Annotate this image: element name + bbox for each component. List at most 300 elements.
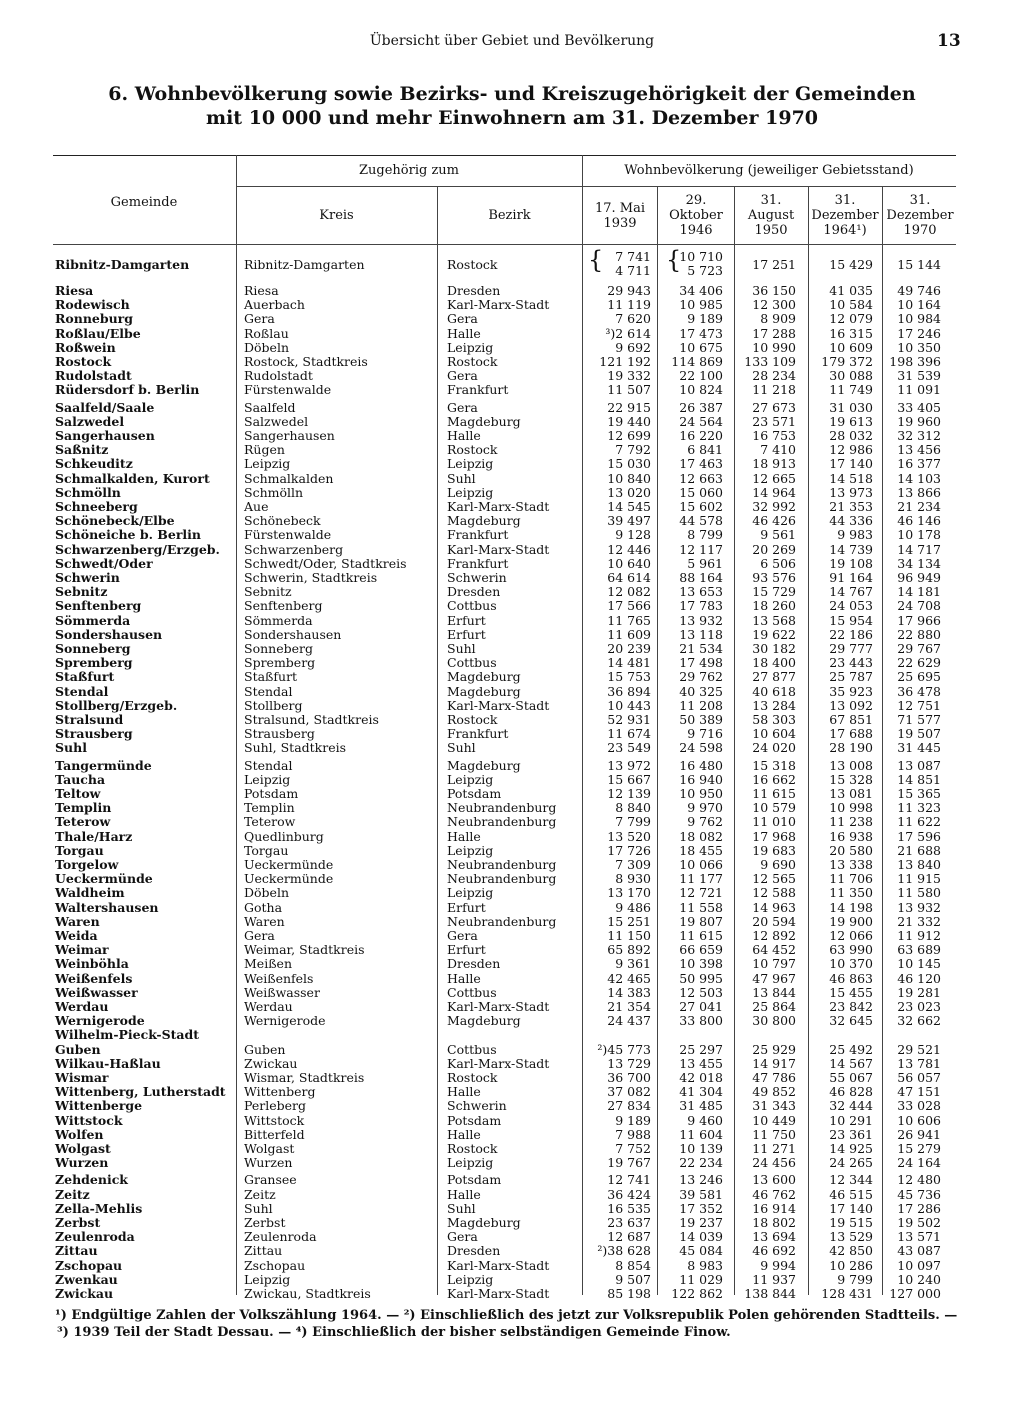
table-row [0,986,1024,1000]
value-1946: 14 039 [679,1229,723,1245]
gemeinde-cell: Werdau [55,999,109,1014]
kreis-cell: Torgau [244,842,289,858]
table-row [0,1287,1024,1301]
value-1964: 12 344 [829,1172,873,1188]
value-1970: 13 781 [897,1055,941,1071]
value-1950: 133 109 [744,354,796,369]
value-1950: 46 426 [752,513,796,529]
value-1970: 19 507 [897,726,941,742]
kreis-cell: Wernigerode [244,1013,326,1029]
value-1950: 18 400 [752,655,796,671]
gemeinde-cell: Roßlau/Elbe [55,325,141,341]
value-1946: 15 060 [679,484,723,500]
header-bezirk: Bezirk [488,208,531,223]
value-1970: 15 144 [897,257,941,272]
table-row [0,284,1024,298]
bezirk-cell: Karl-Marx-Stadt [447,1286,550,1301]
value-1939: 4 711 [615,263,651,278]
value-1950: 20 594 [752,913,796,929]
table-row [0,858,1024,872]
value-1970: 13 932 [897,899,941,915]
value-1970: 31 539 [897,368,941,384]
gemeinde-cell: Saßnitz [55,442,109,458]
footnotes [55,1307,965,1341]
value-1946: 9 970 [687,800,723,816]
kreis-cell: Fürstenwalde [244,527,332,543]
table-row [0,773,1024,787]
kreis-cell: Strausberg [244,726,315,742]
value-1970: 71 577 [897,712,941,727]
table-row [0,1028,1024,1042]
table-row [0,557,1024,571]
kreis-cell: Suhl, Stadtkreis [244,740,347,756]
value-1946: 10 985 [679,297,723,313]
table-row [0,528,1024,542]
value-1950: 15 729 [752,584,796,600]
value-1939: 23 637 [607,1215,651,1230]
value-1964: 15 455 [829,984,873,1000]
table-row [0,1230,1024,1244]
value-1950: 10 449 [752,1112,796,1128]
value-1946: 19 237 [679,1215,723,1230]
value-1939: 15 030 [607,456,651,472]
kreis-cell: Quedlinburg [244,828,324,844]
value-1950: 14 963 [752,899,796,915]
value-1970: 12 751 [897,697,941,713]
bezirk-cell: Halle [447,1186,481,1202]
kreis-cell: Wolgast [244,1141,295,1156]
gemeinde-cell: Waldheim [55,885,125,901]
table-row [0,298,1024,312]
value-1970: 12 480 [897,1172,941,1188]
value-1946: 9 460 [687,1112,723,1128]
header-gemeinde: Gemeinde [110,195,178,210]
kreis-cell: Leipzig [244,1271,291,1287]
value-1950: 47 786 [752,1070,796,1085]
table-row [0,472,1024,486]
value-1970: 24 708 [897,598,941,614]
value-1964: 24 265 [829,1155,873,1171]
value-1970: 10 097 [897,1257,941,1273]
value-1950: 10 604 [752,726,796,742]
value-1970: 15 279 [897,1141,941,1156]
kreis-cell: Bitterfeld [244,1126,305,1142]
value-1950: 23 571 [752,413,796,429]
value-1946: 27 041 [679,999,723,1014]
value-1946: 13 246 [679,1172,723,1188]
bezirk-cell: Karl-Marx-Stadt [447,541,550,557]
bezirk-cell: Halle [447,428,481,443]
gemeinde-cell: Saalfeld/Saale [55,399,155,415]
value-1950: 64 452 [752,942,796,958]
value-1970: 10 145 [897,956,941,972]
value-1939: ³)2 614 [605,325,651,341]
gemeinde-cell: Schwedt/Oder [55,555,153,571]
value-1970: 13 866 [897,484,941,500]
kreis-cell: Senftenberg [244,598,323,614]
bezirk-cell: Karl-Marx-Stadt [447,499,550,514]
gemeinde-cell: Zschopau [55,1257,123,1273]
value-1970: 46 146 [897,513,941,529]
value-1964: 19 613 [829,413,873,429]
kreis-cell: Meißen [244,956,292,972]
value-1946: 17 352 [679,1200,723,1216]
value-1950: 11 271 [752,1141,796,1156]
bezirk-cell: Dresden [447,584,501,600]
bezirk-cell: Gera [447,1229,478,1245]
value-1970: 33 028 [897,1098,941,1114]
gemeinde-cell: Sangerhausen [55,428,155,443]
value-1970: 11 915 [897,871,941,887]
value-1964: 16 315 [829,325,873,341]
kreis-cell: Potsdam [244,786,299,801]
value-1970: 49 746 [897,283,941,298]
value-1946: 13 932 [679,612,723,628]
value-1964: 63 990 [829,942,873,958]
kreis-cell: Schönebeck [244,513,321,529]
value-1964: 15 954 [829,612,873,628]
value-1950: 31 343 [752,1098,796,1114]
bezirk-cell: Suhl [447,740,476,756]
gemeinde-cell: Wilkau-Haßlau [55,1055,161,1071]
value-1939: 13 170 [607,885,651,901]
value-1970: 13 087 [897,757,941,773]
value-1946: 10 950 [679,786,723,801]
table-row [0,1043,1024,1057]
kreis-cell: Leipzig [244,771,291,787]
value-1946: 25 297 [679,1041,723,1057]
bezirk-cell: Erfurt [447,612,486,628]
value-1970: 21 234 [897,499,941,514]
value-1964: 13 338 [829,857,873,872]
value-1939: 10 840 [607,470,651,486]
value-1964: 128 431 [821,1286,873,1301]
bezirk-cell: Rostock [447,442,498,458]
table-row [0,1202,1024,1216]
table-row [0,699,1024,713]
value-1939: 8 930 [615,871,651,887]
gemeinde-cell: Wolfen [55,1126,104,1142]
table-row [0,514,1024,528]
kreis-cell: Zschopau [244,1257,306,1273]
value-1950: 24 020 [752,740,796,756]
gemeinde-cell: Weißwasser [55,984,138,1000]
table-row [0,656,1024,670]
bezirk-cell: Leipzig [447,339,494,355]
bezirk-cell: Leipzig [447,842,494,858]
value-1946: 17 783 [679,598,723,614]
kreis-cell: Stollberg [244,697,303,713]
gemeinde-cell: Wittenberge [55,1098,143,1114]
bezirk-cell: Potsdam [447,786,502,801]
table-row [0,1173,1024,1187]
value-1950: 93 576 [752,570,796,585]
kreis-cell: Saalfeld [244,399,296,415]
value-1964: 23 361 [829,1126,873,1142]
value-1946: 39 581 [679,1186,723,1202]
gemeinde-cell: Wittenberg, Lutherstadt [55,1084,226,1100]
value-1939: 12 687 [607,1229,651,1245]
gemeinde-cell: Taucha [55,771,106,787]
table-row [0,759,1024,773]
kreis-cell: Schmölln [244,484,304,500]
bezirk-cell: Rostock [447,1070,498,1085]
bezirk-cell: Neubrandenburg [447,913,557,929]
value-1939: 21 354 [607,999,651,1014]
kreis-cell: Staßfurt [244,669,298,685]
table-row [0,571,1024,585]
value-1970: 11 622 [897,814,941,830]
bezirk-cell: Halle [447,828,481,844]
bezirk-cell: Suhl [447,641,476,656]
value-1970: 10 606 [897,1112,941,1128]
gemeinde-cell: Wismar [55,1070,109,1085]
kreis-cell: Gera [244,311,275,327]
gemeinde-cell: Torgelow [55,857,119,872]
value-1939: 65 892 [607,942,651,958]
value-1964: 42 850 [829,1243,873,1259]
bezirk-cell: Suhl [447,1200,476,1216]
gemeinde-cell: Zwickau [55,1286,114,1301]
value-1946: 10 710 [679,249,723,264]
value-1964: 32 645 [829,1013,873,1029]
table-row [0,1259,1024,1273]
table-row [0,801,1024,815]
bezirk-cell: Dresden [447,956,501,972]
value-1939: 7 799 [615,814,651,830]
bezirk-cell: Halle [447,970,481,986]
value-1964: 17 140 [829,456,873,472]
value-1970: 13 840 [897,857,941,872]
kreis-cell: Zeitz [244,1186,276,1202]
kreis-cell: Wittstock [244,1112,305,1128]
header-1970: 31. Dezember 1970 [886,193,954,238]
value-1946: 9 189 [687,311,723,327]
header-zugehoerig: Zugehörig zum [359,163,459,178]
table-row [0,972,1024,986]
value-1939: 19 767 [607,1155,651,1171]
value-1970: 198 396 [889,354,941,369]
table-row [0,1244,1024,1258]
value-1970: 33 405 [897,399,941,415]
bezirk-cell: Karl-Marx-Stadt [447,1257,550,1273]
value-1939: 7 752 [615,1141,651,1156]
value-1970: 56 057 [897,1070,941,1085]
bezirk-cell: Neubrandenburg [447,871,557,887]
table-row [0,943,1024,957]
kreis-cell: Zittau [244,1243,283,1259]
header-1939: 17. Mai 1939 [594,201,646,231]
kreis-cell: Perleberg [244,1098,306,1114]
value-1946: 22 234 [679,1155,723,1171]
bezirk-cell: Magdeburg [447,683,521,699]
value-1939: 85 198 [607,1286,651,1301]
table-row [0,915,1024,929]
value-1964: 12 079 [829,311,873,327]
gemeinde-cell: Wilhelm-Pieck-Stadt [55,1027,199,1043]
gemeinde-cell: Torgau [55,842,104,858]
kreis-cell: Sondershausen [244,626,342,642]
value-1946: 18 455 [679,842,723,858]
footnote-1: ¹) Endgültige Zahlen der Volkszählung 1964. — ²) Einschließlich des jetzt zur Volksrepublik Polen gehörenden Stadtteils. — [55,1308,958,1323]
bezirk-cell: Dresden [447,283,501,298]
gemeinde-cell: Zittau [55,1243,98,1259]
kreis-cell: Aue [244,499,269,514]
kreis-cell: Gera [244,928,275,943]
value-1964: 32 444 [829,1098,873,1114]
table-row [0,1216,1024,1230]
value-1970: 10 984 [897,311,941,327]
gemeinde-cell: Senftenberg [55,598,142,614]
gemeinde-cell: Teltow [55,786,101,801]
bezirk-cell: Gera [447,399,478,415]
value-1939: 39 497 [607,513,651,529]
bezirk-cell: Erfurt [447,626,486,642]
bezirk-cell: Dresden [447,1243,501,1259]
bezirk-cell: Frankfurt [447,527,509,543]
value-1939: 29 943 [607,283,651,298]
gemeinde-cell: Schwarzenberg/Erzgeb. [55,541,220,557]
value-1939: 15 251 [607,913,651,929]
value-1970: 14 181 [897,584,941,600]
bezirk-cell: Erfurt [447,899,486,915]
value-1939: 7 741 [615,249,651,264]
table-row [0,1071,1024,1085]
value-1950: 30 800 [752,1013,796,1029]
kreis-cell: Rudolstadt [244,368,313,384]
value-1946: 8 799 [687,527,723,543]
value-1970: 43 087 [897,1243,941,1259]
value-1964: 25 492 [829,1041,873,1057]
value-1946: 44 578 [679,513,723,529]
value-1939: 13 729 [607,1055,651,1071]
table-row [0,642,1024,656]
kreis-cell: Waren [244,913,285,929]
value-1950: 10 579 [752,800,796,816]
value-1946: 17 463 [679,456,723,472]
value-1950: 32 992 [752,499,796,514]
value-1970: 14 851 [897,771,941,787]
value-1946: 8 983 [687,1257,723,1273]
value-1939: 13 520 [607,828,651,844]
table-row [0,830,1024,844]
value-1970: 14 717 [897,541,941,557]
bezirk-cell: Karl-Marx-Stadt [447,999,550,1014]
value-1946: 12 721 [679,885,723,901]
bezirk-cell: Halle [447,325,481,341]
value-1970: 19 281 [897,984,941,1000]
value-1964: 41 035 [829,283,873,298]
value-1950: 25 864 [752,999,796,1014]
gemeinde-cell: Zella-Mehlis [55,1200,143,1216]
value-1939: 12 699 [607,428,651,443]
gemeinde-cell: Rüdersdorf b. Berlin [55,382,200,398]
gemeinde-cell: Waren [55,913,100,929]
value-1970: 21 332 [897,913,941,929]
value-1950: 46 762 [752,1186,796,1202]
gemeinde-cell: Schönebeck/Elbe [55,513,175,529]
kreis-cell: Ueckermünde [244,871,334,887]
header-1950: 31. August 1950 [747,193,795,238]
value-1946: 13 653 [679,584,723,600]
gemeinde-cell: Suhl [55,740,87,756]
value-1946: 10 066 [679,857,723,872]
gemeinde-cell: Schwerin [55,570,120,585]
gemeinde-cell: Stollberg/Erzgeb. [55,697,178,713]
bezirk-cell: Gera [447,368,478,384]
value-1964: 25 787 [829,669,873,685]
value-1939: 64 614 [607,570,651,585]
value-1964: 14 739 [829,541,873,557]
value-1964: 10 998 [829,800,873,816]
table-row [0,429,1024,443]
value-1939: 7 309 [615,857,651,872]
value-1970: 17 966 [897,612,941,628]
value-1946: 31 485 [679,1098,723,1114]
value-1939: 24 437 [607,1013,651,1029]
value-1950: 138 844 [744,1286,796,1301]
value-1946: 50 995 [679,970,723,986]
gemeinde-cell: Ribnitz-Damgarten [55,257,190,272]
value-1964: 11 238 [829,814,873,830]
table-row [0,543,1024,557]
value-1946: 33 800 [679,1013,723,1029]
value-1939: 8 840 [615,800,651,816]
table-row [0,628,1024,642]
value-1964: 11 706 [829,871,873,887]
value-1950: 13 694 [752,1229,796,1245]
value-1939: 11 119 [607,297,651,313]
header-1946: 29. Oktober 1946 [669,193,723,238]
kreis-cell: Gransee [244,1172,297,1188]
table-row-values [0,258,1024,272]
value-1939: 36 894 [607,683,651,699]
value-1950: 20 269 [752,541,796,557]
bezirk-cell: Karl-Marx-Stadt [447,1055,550,1071]
value-1964: 10 609 [829,339,873,355]
value-1939: 7 988 [615,1126,651,1142]
value-1970: 63 689 [897,942,941,958]
kreis-cell: Rostock, Stadtkreis [244,354,368,369]
gemeinde-cell: Zeulenroda [55,1229,135,1245]
value-1964: 23 443 [829,655,873,671]
value-1970: 127 000 [889,1286,941,1301]
gemeinde-cell: Staßfurt [55,669,115,685]
table-row [0,1128,1024,1142]
kreis-cell: Zerbst [244,1215,286,1230]
kreis-cell: Wurzen [244,1155,293,1171]
value-1939: 52 931 [607,712,651,727]
value-1964: 31 030 [829,399,873,415]
value-1970: 22 880 [897,626,941,642]
value-1964: 14 518 [829,470,873,486]
kreis-cell: Wismar, Stadtkreis [244,1070,365,1085]
kreis-cell: Zwickau, Stadtkreis [244,1286,371,1301]
kreis-cell: Döbeln [244,885,289,901]
table-row [0,1000,1024,1014]
gemeinde-cell: Zehdenick [55,1172,128,1188]
value-1950: 13 284 [752,697,796,713]
value-1939: 9 692 [615,339,651,355]
gemeinde-cell: Weißenfels [55,970,133,986]
value-1970: 31 445 [897,740,941,756]
kreis-cell: Spremberg [244,655,316,671]
bezirk-cell: Magdeburg [447,669,521,685]
value-1964: 30 088 [829,368,873,384]
value-1950: 19 622 [752,626,796,642]
value-1964: 22 186 [829,626,873,642]
gemeinde-cell: Riesa [55,283,94,298]
